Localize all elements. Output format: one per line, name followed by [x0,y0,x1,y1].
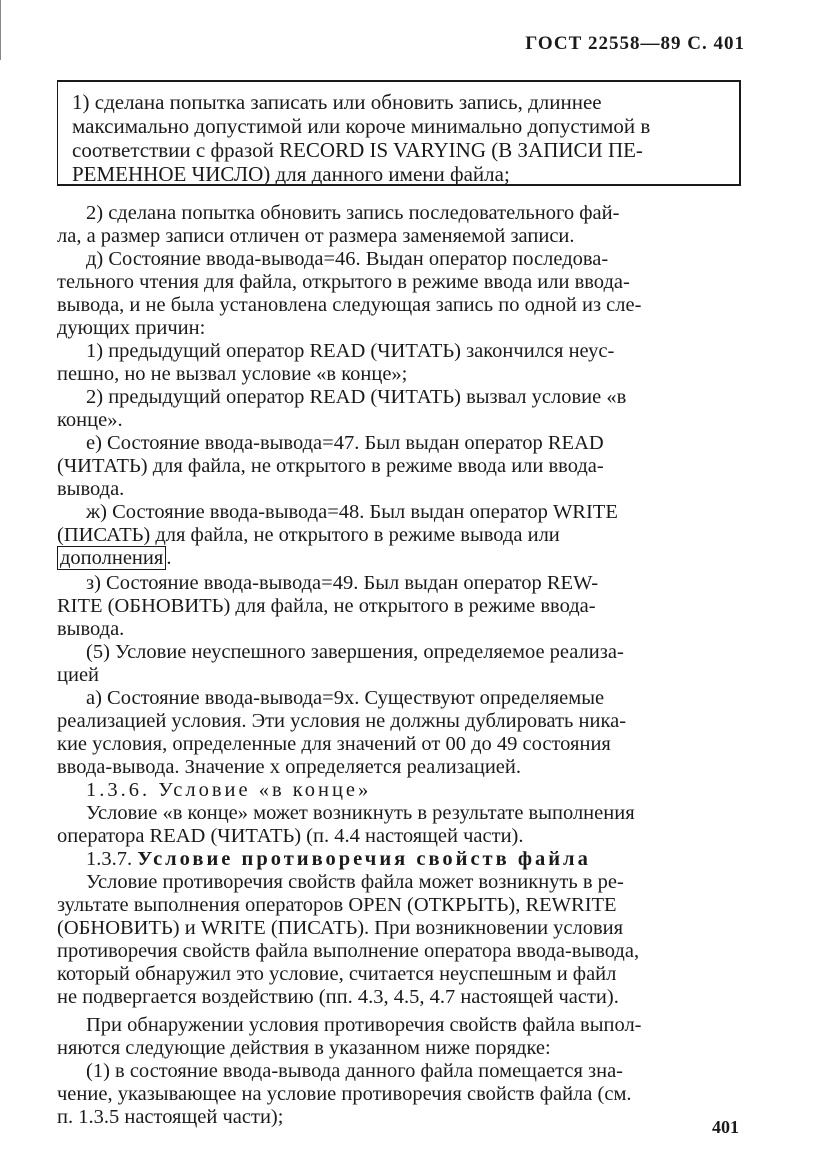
text-line: (ЧИТАТЬ) для файла, не открытого в режиме ввода или ввода- [57,455,604,477]
text-line: дующих причин: [57,317,206,339]
boxed-word: дополнения [57,546,166,570]
boxed-line: соответствии с фразой RECORD IS VARYING (В ЗАПИСИ ПЕ- [72,138,643,162]
text-line: (ПИСАТЬ) для файла, не открытого в режиме вывода или [57,524,560,546]
text-line: е) Состояние ввода-вывода=47. Был выдан оператор READ [86,432,604,454]
boxed-line: РЕМЕННОЕ ЧИСЛО) для данного имени файла; [72,162,510,186]
text-line: Условие «в конце» может возникнуть в результате выполнения [86,802,635,824]
section-title: Условие противоречия свойств файла [137,848,591,870]
text-line: который обнаружил это условие, считается неуспешным и файл [57,963,617,985]
text-line: з) Состояние ввода-вывода=49. Был выдан оператор REW- [86,572,599,594]
section-number: 1.3.7. [86,848,133,870]
text-line: оператора READ (ЧИТАТЬ) (п. 4.4 настоящей части). [57,825,524,847]
boxed-word-period: . [166,547,172,569]
text-line: а) Состояние ввода-вывода=9x. Существуют определяемые [86,687,605,709]
text-line: вывода. [57,478,125,500]
text-line: кие условия, определенные для значений от 00 до 49 состояния [57,733,611,755]
text-line: ввода-вывода. Значение x определяется реализацией. [57,756,521,778]
text-line: няются следующие действия в указанном ниже порядке: [57,1037,551,1059]
text-line: 2) предыдущий оператор READ (ЧИТАТЬ) вызвал условие «в [86,386,627,408]
text-line: ж) Состояние ввода-вывода=48. Был выдан оператор WRITE [86,501,618,523]
text-line: (5) Условие неуспешного завершения, определяемое реализа- [86,641,624,663]
page-number: 401 [712,1117,739,1137]
text-line: вывода, и не была установлена следующая запись по одной из сле- [57,294,642,316]
boxed-text [72,90,728,186]
text-line: При обнаружении условия противоречия свойств файла выпол- [86,1014,642,1036]
text-line: п. 1.3.5 настоящей части); [57,1106,284,1128]
text-line: противоречия свойств файла выполнение оператора ввода-вывода, [57,940,640,962]
text-line: конце». [57,409,123,431]
text-line: (1) в состояние ввода-вывода данного файла помещается зна- [86,1060,624,1082]
section-heading-line [86,848,591,870]
text-line: вывода. [57,618,125,640]
boxed-paragraph [57,80,741,186]
text-line-boxed-word [57,547,171,569]
boxed-line: 1) сделана попытка записать или обновить запись, длиннее [72,90,602,114]
boxed-line: максимально допустимой или короче минимально допустимой в [72,114,651,138]
text-line: 2) сделана попытка обновить запись последовательного фай- [86,202,620,224]
text-line: пешно, но не вызвал условие «в конце»; [57,363,408,385]
text-line: не подвергается воздействию (пп. 4.3, 4.5, 4.7 настоящей части). [57,986,619,1008]
text-line: д) Состояние ввода-вывода=46. Выдан оператор последова- [86,248,609,270]
text-line: ла, а размер записи отличен от размера заменяемой записи. [57,225,575,247]
text-line: тельного чтения для файла, открытого в режиме ввода или ввода- [57,271,630,293]
text-line: 1) предыдущий оператор READ (ЧИТАТЬ) закончился неус- [86,340,615,362]
text-line: зультате выполнения операторов OPEN (ОТКРЫТЬ), REWRITE [57,894,617,916]
text-line: цией [57,664,100,686]
text-line: (ОБНОВИТЬ) и WRITE (ПИСАТЬ). При возникновении условия [57,917,624,939]
text-line: RITE (ОБНОВИТЬ) для файла, не открытого в режиме ввода- [57,595,596,617]
text-line: Условие противоречия свойств файла может возникнуть в ре- [86,871,624,893]
section-heading: 1.3.6. Условие «в конце» [86,779,372,801]
scan-edge-mark [0,0,5,60]
text-line: реализацией условия. Эти условия не должны дублировать ника- [57,710,627,732]
page-header: ГОСТ 22558—89 С. 401 [525,33,745,54]
text-line: чение, указывающее на условие противоречия свойств файла (см. [57,1083,632,1105]
